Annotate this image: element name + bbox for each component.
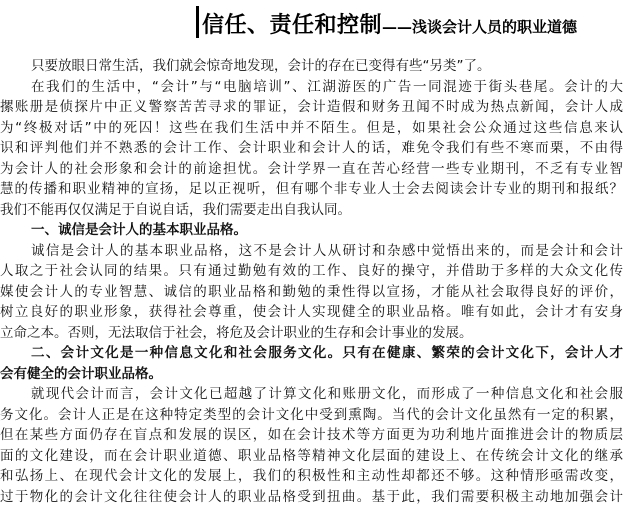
paragraph-line: 诚信是会计人的基本职业品格，这不是会计人从研讨和杂感中觉悟出来的，而是会计和会计 (31, 242, 623, 259)
paragraph-line: 面的文化建设，而在会计职业道德、职业品格等精神文化层面的建设上、在传统会计文化的继承 (0, 447, 623, 464)
paragraph-line: 立命之本。否则，无法取信于社会，将危及会计职业的生存和会计事业的发展。 (0, 324, 473, 341)
paragraph-line: 树立良好的职业形象，获得社会尊重，使会计人实现健全的职业品格。唯有如此，会计才有安身 (0, 304, 623, 320)
paragraph-line: 摞账册是侦探片中正义警察苦苦寻求的罪证，会计造假和财务丑闻不时成为热点新闻，会计人成 (0, 99, 623, 115)
section-heading-continued: 会有健全的会计职业品格。 (0, 365, 162, 382)
section-heading: 二、会计文化是一种信息文化和社会服务文化。只有在健康、繁荣的会计文化下，会计人才 (31, 345, 623, 361)
paragraph-line: 为“终极对话”中的死囚！这些在我们生活中并不陌生。但是，如果社会公众通过这些信息来认 (0, 119, 623, 136)
paragraph-line: 人取之于社会认同的结果。只有通过勤勉有效的工作、良好的操守，并借助于多样的大众文化传 (0, 263, 623, 279)
paragraph-line: 我们不能再仅仅满足于自说自话，我们需要走出自我认同。 (0, 201, 351, 218)
paragraph-line: 为会计人的社会形象和会计的前途担忧。会计学界一直在苦心经营一些专业期刊，不乏有专业智 (0, 160, 623, 177)
paragraph-line: 就现代会计而言，会计文化已超越了计算文化和账册文化，而形成了一种信息文化和社会服 (31, 386, 623, 402)
paragraph-line: 慧的传播和职业精神的宣扬，足以正视听，但有哪个非专业人士会去阅读会计专业的期刊和报纸？ (0, 181, 623, 197)
paragraph-line: 媒使会计人的专业智慧、诚信的职业品格和勤勉的秉性得以宣扬，才能从社会取得良好的评价， (0, 283, 623, 300)
paragraph-line: 务文化。会计人正是在这种特定类型的会计文化中受到熏陶。当代的会计文化虽然有一定的积累， (0, 406, 623, 423)
paragraph-line: 过于物化的会计文化往往使会计人的职业品格受到扭曲。基于此，我们需要积极主动地加强会计 (0, 488, 623, 505)
paragraph-line: 但在某些方面仍存在盲点和发展的误区，如在会计技术等方面更为功利地片面推进会计的物质层 (0, 427, 623, 443)
paragraph-line: 在我们的生活中，“会计”与“电脑培训”、江湖游医的广告一同混迹于街头巷尾。会计的大 (31, 78, 623, 95)
article-body (0, 56, 623, 507)
title-subtitle: ——浅谈会计人员的职业道德 (382, 18, 578, 36)
paragraph-line: 只要放眼日常生活，我们就会惊奇地发现，会计的存在已变得有些“另类”了。 (31, 58, 491, 74)
paragraph-line: 和弘扬上、在现代会计文化的发展上，我们的积极性和主动性却都还不够。这种情形亟需改变， (0, 468, 623, 484)
section-heading: 一、诚信是会计人的基本职业品格。 (31, 222, 247, 238)
paragraph-line: 识和评判他们并不熟悉的会计工作、会计职业和会计人的话，难免令我们有些不寒而栗，不由得 (0, 140, 623, 156)
text-cursor (196, 6, 199, 38)
page-title (202, 8, 577, 39)
title-main: 信任、责任和控制 (202, 12, 383, 38)
